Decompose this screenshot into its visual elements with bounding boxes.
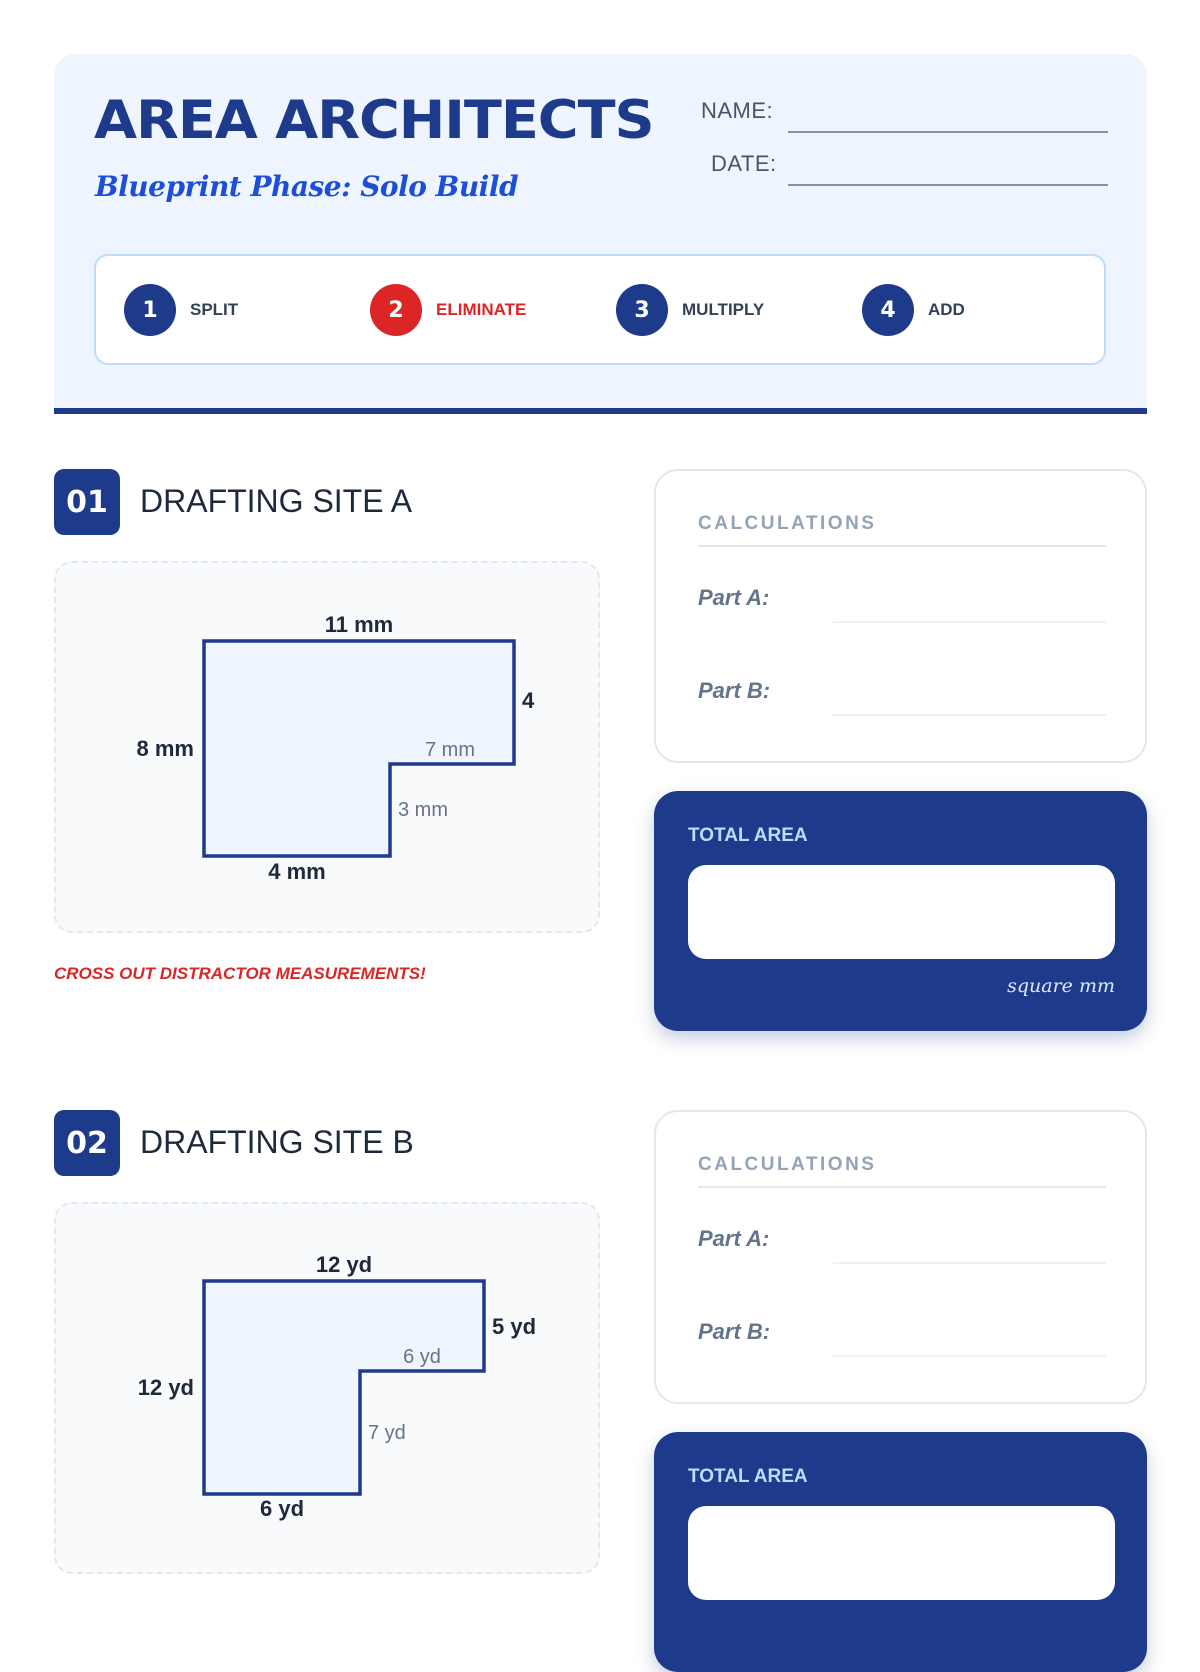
step-multiply xyxy=(616,284,764,336)
total-area-label: TOTAL AREA xyxy=(688,1466,808,1487)
l-shape-figure xyxy=(56,563,600,933)
unit-label: square mm xyxy=(1007,975,1115,997)
dimension-inner-vertical: 3 mm xyxy=(398,799,448,821)
worksheet-subtitle: Blueprint Phase: Solo Build xyxy=(95,170,519,203)
name-label: NAME: xyxy=(701,98,774,123)
warning-note: CROSS OUT DISTRACTOR MEASUREMENTS! xyxy=(54,964,426,983)
part-a-label: Part A: xyxy=(698,585,770,610)
section-title: DRAFTING SITE B xyxy=(140,1124,414,1160)
dimension-bottom: 4 mm xyxy=(268,859,326,884)
calculations-heading: CALCULATIONS xyxy=(698,513,877,534)
dimension-top: 12 yd xyxy=(315,1252,373,1277)
date-label: DATE: xyxy=(711,151,777,176)
total-area-panel xyxy=(654,1432,1147,1672)
dimension-inner-vertical: 7 yd xyxy=(368,1422,406,1444)
date-field[interactable] xyxy=(788,184,1108,186)
figure-box xyxy=(54,1202,600,1574)
divider xyxy=(698,1186,1106,1188)
l-shape-figure xyxy=(56,1204,600,1574)
step-number: 4 xyxy=(862,284,914,336)
step-label: SPLIT xyxy=(190,300,239,319)
step-add xyxy=(862,284,965,336)
part-b-answer-line[interactable] xyxy=(833,1355,1106,1357)
step-number: 3 xyxy=(616,284,668,336)
section-title: DRAFTING SITE A xyxy=(140,483,413,519)
part-a-answer-line[interactable] xyxy=(833,621,1106,623)
name-field[interactable] xyxy=(788,131,1108,133)
total-area-panel xyxy=(654,791,1147,1031)
section-number: 01 xyxy=(54,469,120,535)
step-eliminate xyxy=(370,284,526,336)
dimension-top: 11 mm xyxy=(324,612,394,637)
dimension-left: 12 yd xyxy=(137,1375,194,1400)
divider xyxy=(698,545,1106,547)
calculations-heading: CALCULATIONS xyxy=(698,1154,877,1175)
dimension-inner-horizontal: 7 mm xyxy=(425,739,475,761)
total-area-label: TOTAL AREA xyxy=(688,825,808,846)
step-label: ADD xyxy=(928,300,965,319)
total-area-input[interactable] xyxy=(688,1506,1115,1600)
figure-box xyxy=(54,561,600,933)
part-b-answer-line[interactable] xyxy=(833,714,1106,716)
dimension-left: 8 mm xyxy=(136,736,194,761)
part-b-label: Part B: xyxy=(698,678,771,703)
section-number: 02 xyxy=(54,1110,120,1176)
step-split xyxy=(124,284,238,336)
worksheet-header xyxy=(54,54,1147,414)
section-site-b xyxy=(54,1110,1147,1600)
step-number: 1 xyxy=(124,284,176,336)
dimension-bottom: 6 yd xyxy=(259,1496,305,1521)
step-number: 2 xyxy=(370,284,422,336)
steps-bar xyxy=(94,254,1106,365)
dimension-right: 4 xyxy=(522,688,535,713)
dimension-right: 5 yd xyxy=(492,1314,537,1339)
calculations-panel xyxy=(654,469,1147,763)
step-label: MULTIPLY xyxy=(682,300,765,319)
part-a-answer-line[interactable] xyxy=(833,1262,1106,1264)
l-shape xyxy=(204,1281,484,1494)
worksheet-title: AREA ARCHITECTS xyxy=(94,90,654,151)
total-area-input[interactable] xyxy=(688,865,1115,959)
dimension-inner-horizontal: 6 yd xyxy=(403,1346,441,1368)
section-site-a xyxy=(54,469,1147,1039)
calculations-panel xyxy=(654,1110,1147,1404)
part-b-label: Part B: xyxy=(698,1319,771,1344)
part-a-label: Part A: xyxy=(698,1226,770,1251)
step-label: ELIMINATE xyxy=(436,300,527,319)
